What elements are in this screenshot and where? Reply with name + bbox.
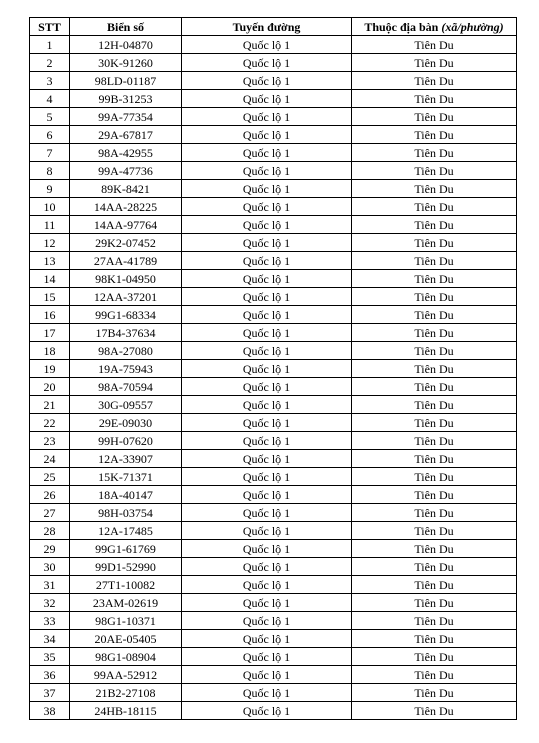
cell-plate: 98H-03754 bbox=[70, 504, 182, 522]
cell-route: Quốc lộ 1 bbox=[182, 468, 352, 486]
cell-plate: 99D1-52990 bbox=[70, 558, 182, 576]
cell-stt: 14 bbox=[30, 270, 70, 288]
cell-area: Tiên Du bbox=[352, 414, 517, 432]
table-row bbox=[30, 378, 517, 396]
cell-route: Quốc lộ 1 bbox=[182, 36, 352, 54]
cell-route: Quốc lộ 1 bbox=[182, 342, 352, 360]
table-row bbox=[30, 270, 517, 288]
cell-area: Tiên Du bbox=[352, 306, 517, 324]
cell-route: Quốc lộ 1 bbox=[182, 198, 352, 216]
cell-route: Quốc lộ 1 bbox=[182, 378, 352, 396]
cell-stt: 9 bbox=[30, 180, 70, 198]
cell-plate: 21B2-27108 bbox=[70, 684, 182, 702]
cell-route: Quốc lộ 1 bbox=[182, 576, 352, 594]
cell-plate: 14AA-97764 bbox=[70, 216, 182, 234]
cell-area: Tiên Du bbox=[352, 558, 517, 576]
cell-plate: 12AA-37201 bbox=[70, 288, 182, 306]
cell-plate: 98A-27080 bbox=[70, 342, 182, 360]
cell-plate: 30K-91260 bbox=[70, 54, 182, 72]
cell-area: Tiên Du bbox=[352, 126, 517, 144]
cell-area: Tiên Du bbox=[352, 270, 517, 288]
cell-stt: 3 bbox=[30, 72, 70, 90]
cell-stt: 1 bbox=[30, 36, 70, 54]
table-row bbox=[30, 90, 517, 108]
table-row bbox=[30, 594, 517, 612]
table-row bbox=[30, 54, 517, 72]
cell-route: Quốc lộ 1 bbox=[182, 144, 352, 162]
table-row bbox=[30, 468, 517, 486]
cell-area: Tiên Du bbox=[352, 234, 517, 252]
cell-route: Quốc lộ 1 bbox=[182, 324, 352, 342]
table-row bbox=[30, 306, 517, 324]
cell-area: Tiên Du bbox=[352, 162, 517, 180]
cell-plate: 98A-70594 bbox=[70, 378, 182, 396]
cell-stt: 33 bbox=[30, 612, 70, 630]
table-row bbox=[30, 684, 517, 702]
table-row bbox=[30, 288, 517, 306]
cell-plate: 12H-04870 bbox=[70, 36, 182, 54]
cell-stt: 8 bbox=[30, 162, 70, 180]
cell-plate: 24HB-18115 bbox=[70, 702, 182, 720]
table-row bbox=[30, 144, 517, 162]
cell-plate: 99A-47736 bbox=[70, 162, 182, 180]
cell-plate: 15K-71371 bbox=[70, 468, 182, 486]
header-route: Tuyến đường bbox=[182, 18, 352, 36]
table-row bbox=[30, 630, 517, 648]
cell-plate: 12A-33907 bbox=[70, 450, 182, 468]
cell-stt: 38 bbox=[30, 702, 70, 720]
cell-stt: 6 bbox=[30, 126, 70, 144]
cell-stt: 4 bbox=[30, 90, 70, 108]
cell-route: Quốc lộ 1 bbox=[182, 558, 352, 576]
cell-route: Quốc lộ 1 bbox=[182, 432, 352, 450]
cell-route: Quốc lộ 1 bbox=[182, 72, 352, 90]
table-row bbox=[30, 486, 517, 504]
table-row bbox=[30, 234, 517, 252]
table-row bbox=[30, 450, 517, 468]
cell-stt: 5 bbox=[30, 108, 70, 126]
cell-area: Tiên Du bbox=[352, 486, 517, 504]
cell-stt: 16 bbox=[30, 306, 70, 324]
cell-stt: 21 bbox=[30, 396, 70, 414]
cell-stt: 12 bbox=[30, 234, 70, 252]
cell-stt: 31 bbox=[30, 576, 70, 594]
cell-plate: 99A-77354 bbox=[70, 108, 182, 126]
cell-stt: 22 bbox=[30, 414, 70, 432]
table-row bbox=[30, 576, 517, 594]
table-row bbox=[30, 216, 517, 234]
cell-stt: 27 bbox=[30, 504, 70, 522]
cell-plate: 18A-40147 bbox=[70, 486, 182, 504]
cell-plate: 29K2-07452 bbox=[70, 234, 182, 252]
cell-area: Tiên Du bbox=[352, 252, 517, 270]
cell-plate: 17B4-37634 bbox=[70, 324, 182, 342]
cell-plate: 27AA-41789 bbox=[70, 252, 182, 270]
cell-area: Tiên Du bbox=[352, 108, 517, 126]
cell-route: Quốc lộ 1 bbox=[182, 522, 352, 540]
header-area-label: Thuộc địa bàn bbox=[364, 19, 439, 34]
table-row bbox=[30, 504, 517, 522]
cell-plate: 19A-75943 bbox=[70, 360, 182, 378]
cell-stt: 25 bbox=[30, 468, 70, 486]
cell-route: Quốc lộ 1 bbox=[182, 396, 352, 414]
table-row bbox=[30, 666, 517, 684]
table-row bbox=[30, 252, 517, 270]
cell-stt: 2 bbox=[30, 54, 70, 72]
cell-area: Tiên Du bbox=[352, 684, 517, 702]
cell-area: Tiên Du bbox=[352, 72, 517, 90]
cell-stt: 35 bbox=[30, 648, 70, 666]
cell-area: Tiên Du bbox=[352, 666, 517, 684]
cell-route: Quốc lộ 1 bbox=[182, 108, 352, 126]
cell-route: Quốc lộ 1 bbox=[182, 288, 352, 306]
cell-area: Tiên Du bbox=[352, 180, 517, 198]
cell-area: Tiên Du bbox=[352, 702, 517, 720]
cell-route: Quốc lộ 1 bbox=[182, 540, 352, 558]
cell-stt: 24 bbox=[30, 450, 70, 468]
cell-plate: 14AA-28225 bbox=[70, 198, 182, 216]
table-row bbox=[30, 36, 517, 54]
cell-plate: 89K-8421 bbox=[70, 180, 182, 198]
cell-stt: 7 bbox=[30, 144, 70, 162]
cell-route: Quốc lộ 1 bbox=[182, 630, 352, 648]
cell-plate: 98LD-01187 bbox=[70, 72, 182, 90]
cell-area: Tiên Du bbox=[352, 396, 517, 414]
cell-plate: 98G1-08904 bbox=[70, 648, 182, 666]
table-row bbox=[30, 108, 517, 126]
cell-route: Quốc lộ 1 bbox=[182, 234, 352, 252]
cell-stt: 10 bbox=[30, 198, 70, 216]
cell-area: Tiên Du bbox=[352, 612, 517, 630]
cell-stt: 19 bbox=[30, 360, 70, 378]
table-row bbox=[30, 342, 517, 360]
cell-area: Tiên Du bbox=[352, 504, 517, 522]
cell-area: Tiên Du bbox=[352, 648, 517, 666]
cell-route: Quốc lộ 1 bbox=[182, 54, 352, 72]
cell-plate: 98G1-10371 bbox=[70, 612, 182, 630]
cell-route: Quốc lộ 1 bbox=[182, 126, 352, 144]
table-row bbox=[30, 162, 517, 180]
cell-area: Tiên Du bbox=[352, 360, 517, 378]
cell-route: Quốc lộ 1 bbox=[182, 90, 352, 108]
cell-route: Quốc lộ 1 bbox=[182, 504, 352, 522]
cell-route: Quốc lộ 1 bbox=[182, 162, 352, 180]
table-row bbox=[30, 702, 517, 720]
cell-route: Quốc lộ 1 bbox=[182, 702, 352, 720]
table-row bbox=[30, 648, 517, 666]
header-stt: STT bbox=[30, 18, 70, 36]
cell-stt: 18 bbox=[30, 342, 70, 360]
cell-area: Tiên Du bbox=[352, 594, 517, 612]
cell-plate: 99H-07620 bbox=[70, 432, 182, 450]
cell-area: Tiên Du bbox=[352, 378, 517, 396]
cell-plate: 29E-09030 bbox=[70, 414, 182, 432]
cell-route: Quốc lộ 1 bbox=[182, 666, 352, 684]
table-row bbox=[30, 432, 517, 450]
cell-stt: 23 bbox=[30, 432, 70, 450]
cell-stt: 29 bbox=[30, 540, 70, 558]
cell-area: Tiên Du bbox=[352, 90, 517, 108]
table-header bbox=[30, 18, 517, 36]
cell-route: Quốc lộ 1 bbox=[182, 612, 352, 630]
cell-area: Tiên Du bbox=[352, 630, 517, 648]
header-area-hint: (xã/phường) bbox=[441, 19, 504, 34]
cell-plate: 27T1-10082 bbox=[70, 576, 182, 594]
table-row bbox=[30, 558, 517, 576]
cell-stt: 26 bbox=[30, 486, 70, 504]
cell-stt: 20 bbox=[30, 378, 70, 396]
cell-route: Quốc lộ 1 bbox=[182, 684, 352, 702]
cell-plate: 30G-09557 bbox=[70, 396, 182, 414]
table-row bbox=[30, 540, 517, 558]
cell-area: Tiên Du bbox=[352, 288, 517, 306]
cell-plate: 23AM-02619 bbox=[70, 594, 182, 612]
cell-plate: 99G1-61769 bbox=[70, 540, 182, 558]
cell-area: Tiên Du bbox=[352, 522, 517, 540]
cell-route: Quốc lộ 1 bbox=[182, 180, 352, 198]
cell-route: Quốc lộ 1 bbox=[182, 306, 352, 324]
cell-route: Quốc lộ 1 bbox=[182, 252, 352, 270]
cell-plate: 29A-67817 bbox=[70, 126, 182, 144]
cell-area: Tiên Du bbox=[352, 450, 517, 468]
cell-plate: 99G1-68334 bbox=[70, 306, 182, 324]
cell-area: Tiên Du bbox=[352, 432, 517, 450]
cell-route: Quốc lộ 1 bbox=[182, 594, 352, 612]
cell-area: Tiên Du bbox=[352, 54, 517, 72]
cell-route: Quốc lộ 1 bbox=[182, 216, 352, 234]
cell-stt: 34 bbox=[30, 630, 70, 648]
cell-area: Tiên Du bbox=[352, 324, 517, 342]
table-body bbox=[30, 36, 517, 720]
cell-plate: 98A-42955 bbox=[70, 144, 182, 162]
table-row bbox=[30, 180, 517, 198]
table-row bbox=[30, 522, 517, 540]
cell-stt: 36 bbox=[30, 666, 70, 684]
cell-stt: 17 bbox=[30, 324, 70, 342]
table-row bbox=[30, 360, 517, 378]
table-row bbox=[30, 396, 517, 414]
cell-area: Tiên Du bbox=[352, 468, 517, 486]
cell-plate: 99B-31253 bbox=[70, 90, 182, 108]
cell-plate: 98K1-04950 bbox=[70, 270, 182, 288]
cell-area: Tiên Du bbox=[352, 576, 517, 594]
cell-stt: 30 bbox=[30, 558, 70, 576]
cell-area: Tiên Du bbox=[352, 144, 517, 162]
cell-stt: 11 bbox=[30, 216, 70, 234]
cell-stt: 15 bbox=[30, 288, 70, 306]
cell-stt: 13 bbox=[30, 252, 70, 270]
header-row bbox=[30, 18, 517, 36]
cell-plate: 12A-17485 bbox=[70, 522, 182, 540]
table-row bbox=[30, 324, 517, 342]
cell-route: Quốc lộ 1 bbox=[182, 414, 352, 432]
cell-area: Tiên Du bbox=[352, 216, 517, 234]
header-area bbox=[352, 18, 517, 36]
cell-route: Quốc lộ 1 bbox=[182, 648, 352, 666]
cell-route: Quốc lộ 1 bbox=[182, 450, 352, 468]
table-row bbox=[30, 72, 517, 90]
table-row bbox=[30, 612, 517, 630]
table-row bbox=[30, 126, 517, 144]
cell-route: Quốc lộ 1 bbox=[182, 360, 352, 378]
cell-stt: 37 bbox=[30, 684, 70, 702]
cell-route: Quốc lộ 1 bbox=[182, 486, 352, 504]
vehicle-plate-table bbox=[29, 17, 517, 720]
cell-area: Tiên Du bbox=[352, 540, 517, 558]
cell-stt: 32 bbox=[30, 594, 70, 612]
cell-area: Tiên Du bbox=[352, 342, 517, 360]
table-row bbox=[30, 198, 517, 216]
cell-plate: 99AA-52912 bbox=[70, 666, 182, 684]
cell-area: Tiên Du bbox=[352, 198, 517, 216]
table-row bbox=[30, 414, 517, 432]
cell-area: Tiên Du bbox=[352, 36, 517, 54]
cell-stt: 28 bbox=[30, 522, 70, 540]
cell-plate: 20AE-05405 bbox=[70, 630, 182, 648]
header-plate: Biển số bbox=[70, 18, 182, 36]
cell-route: Quốc lộ 1 bbox=[182, 270, 352, 288]
